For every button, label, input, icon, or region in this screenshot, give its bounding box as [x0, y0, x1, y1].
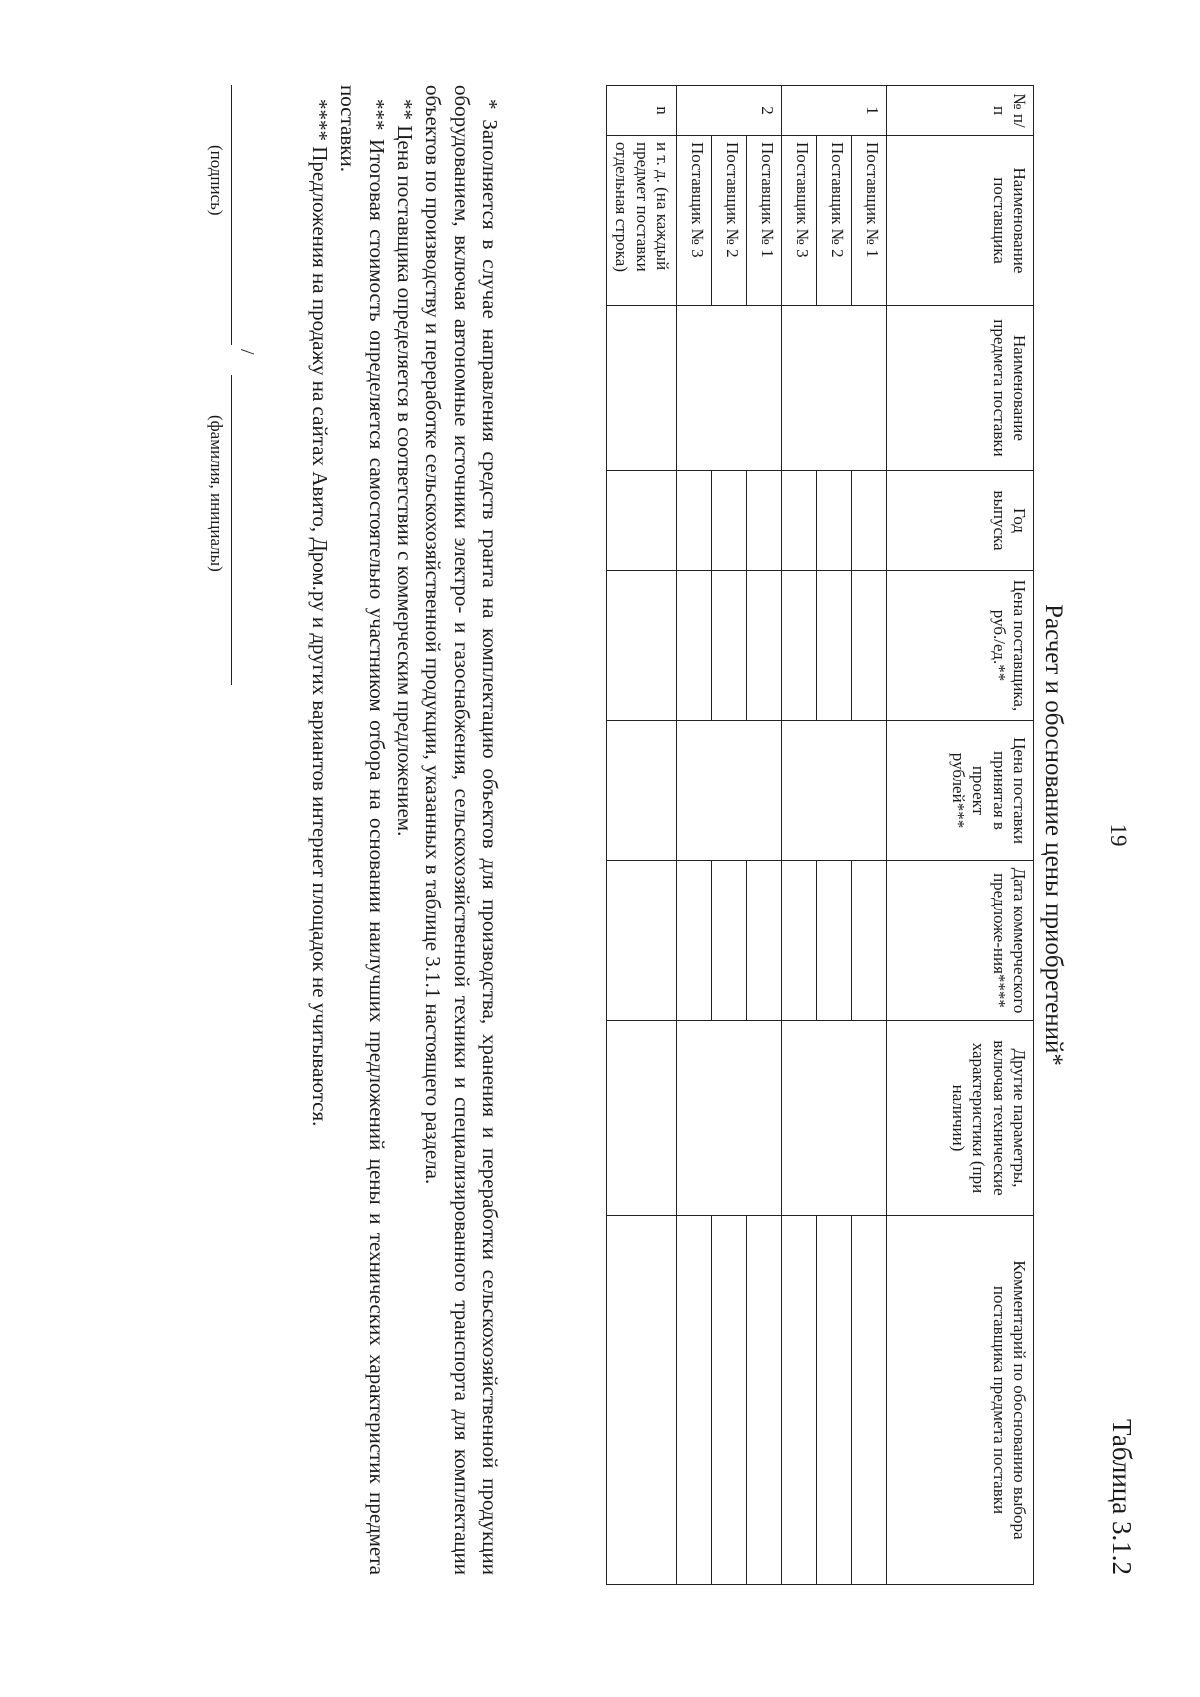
item-cell [606, 306, 676, 471]
comment-cell [677, 1216, 712, 1585]
rotated-page [180, 55, 1137, 1615]
signature-line [231, 85, 258, 345]
supplier-price-cell [817, 571, 852, 721]
table-row [606, 86, 676, 1585]
footnote: *** Итоговая стоимость определяется самостоятельно участником отбора на основании наилучших предложений цены и технических характеристик предмета поставки. [336, 85, 389, 1575]
comment-cell [747, 1216, 782, 1585]
signature-caption: (подпись) [207, 145, 226, 216]
table-row [747, 86, 782, 1585]
supplier-price-cell [606, 571, 676, 721]
supplier-cell: Поставщик № 1 [852, 136, 887, 306]
page-number: 19 [1106, 823, 1131, 847]
supplier-cell: Поставщик № 3 [782, 136, 817, 306]
year-cell [606, 471, 676, 571]
header-cell: Цена поставщика, руб./ед.** [887, 571, 1034, 721]
offer-date-cell [712, 861, 747, 1021]
page-title: Расчет и обоснование цены приобретений* [1040, 604, 1067, 1066]
signature-separator: / [236, 349, 258, 355]
header-cell: Комментарий по обоснованию выбора поставщика предмета поставки [887, 1216, 1034, 1585]
comment-cell [712, 1216, 747, 1585]
item-cell [677, 306, 782, 471]
footnotes [306, 85, 504, 1575]
comment-cell [606, 1216, 676, 1585]
header-cell: Другие параметры, включая технические характеристики (при наличии) [887, 1021, 1034, 1216]
year-cell [852, 471, 887, 571]
table-row [852, 86, 887, 1585]
project-price-cell [606, 721, 676, 861]
supplier-price-cell [747, 571, 782, 721]
footnote: * Заполняется в случае направления средств гранта на комплектацию объектов для производства, хранения и переработки сельскохозяйственной продукции оборудованием, включая автономные источники электро- и газоснабжения, сельскохозяйственной техники и специализированного транспорта для комплектации объектов по производству и переработке сельскохозяйственной продукции, указанных в таблице 3.1.1 настоящего раздела. [421, 85, 502, 1575]
offer-date-cell [852, 861, 887, 1021]
parameters-cell [782, 1021, 887, 1216]
signature-block [198, 85, 258, 885]
supplier-price-cell [782, 571, 817, 721]
header-cell: № п/п [887, 86, 1034, 136]
row-number: n [606, 86, 676, 136]
parameters-cell [677, 1021, 782, 1216]
footnote: **** Предложения на продажу на сайтах Авито, Дром.ру и других вариантов интернет площадок не учитываются. [307, 99, 332, 1127]
supplier-cell: Поставщик № 3 [677, 136, 712, 306]
year-cell [817, 471, 852, 571]
name-caption: (фамилия, инициалы) [207, 415, 226, 572]
table-header-row [887, 86, 1034, 1585]
footnote: ** Цена поставщика определяется в соответствии с коммерческим предложением. [392, 99, 417, 837]
year-cell [712, 471, 747, 571]
supplier-cell: Поставщик № 1 [747, 136, 782, 306]
supplier-price-cell [712, 571, 747, 721]
comment-cell [782, 1216, 817, 1585]
row-number: 2 [677, 86, 782, 136]
header-cell: Цена поставки принятая в проект рублей*** [887, 721, 1034, 861]
header-cell: Наименование предмета поставки [887, 306, 1034, 471]
header-cell: Дата коммерческого предложе-ния**** [887, 861, 1034, 1021]
offer-date-cell [817, 861, 852, 1021]
offer-date-cell [677, 861, 712, 1021]
offer-date-cell [782, 861, 817, 1021]
name-line [231, 375, 258, 685]
comment-cell [852, 1216, 887, 1585]
project-price-cell [677, 721, 782, 861]
price-table [606, 85, 1034, 1585]
item-cell [782, 306, 887, 471]
offer-date-cell [606, 861, 676, 1021]
comment-cell [817, 1216, 852, 1585]
offer-date-cell [747, 861, 782, 1021]
supplier-cell: Поставщик № 2 [817, 136, 852, 306]
project-price-cell [782, 721, 887, 861]
parameters-cell [606, 1021, 676, 1216]
supplier-price-cell [852, 571, 887, 721]
year-cell [782, 471, 817, 571]
supplier-price-cell [677, 571, 712, 721]
supplier-cell: и т. д. (на каждый предмет поставки отдельная строка) [606, 136, 676, 306]
year-cell [677, 471, 712, 571]
header-cell: Наименование поставщика [887, 136, 1034, 306]
header-cell: Год выпуска [887, 471, 1034, 571]
supplier-cell: Поставщик № 2 [712, 136, 747, 306]
table-label: Таблица 3.1.2 [1107, 1419, 1137, 1575]
row-number: 1 [782, 86, 887, 136]
year-cell [747, 471, 782, 571]
